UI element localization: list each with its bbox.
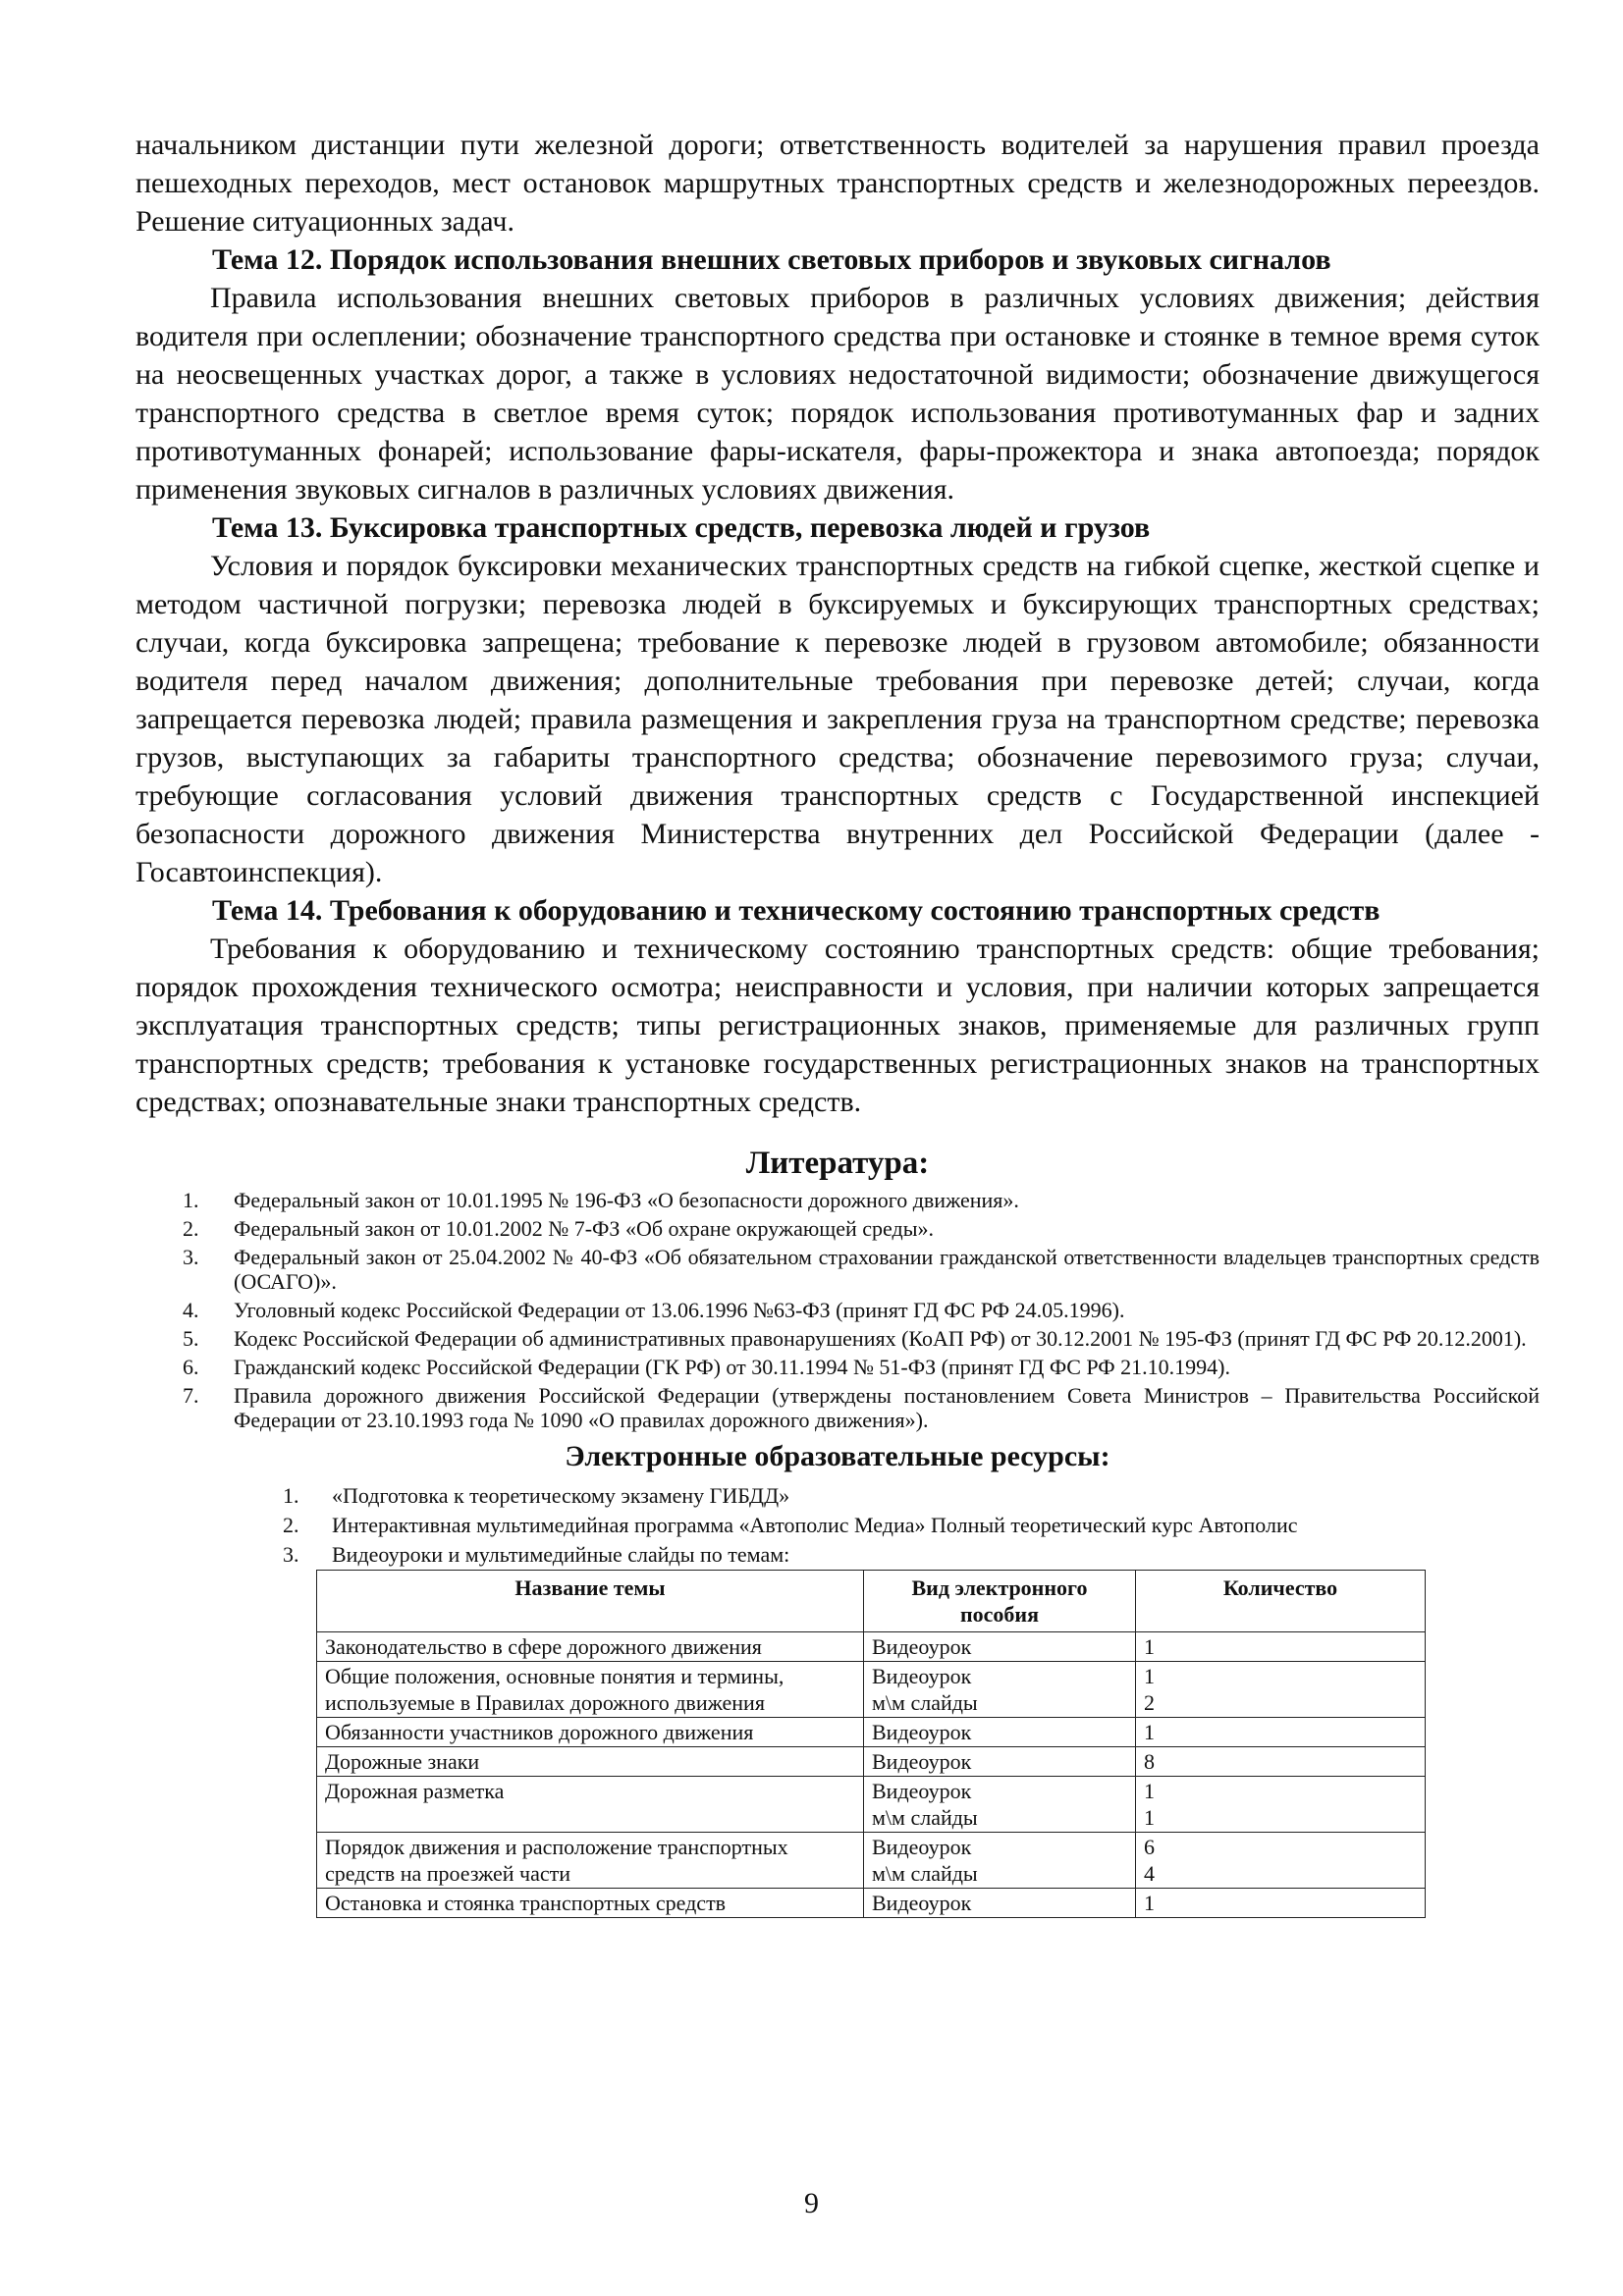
type-line: Видеоурок [872, 1779, 972, 1803]
type-cell [864, 1777, 1136, 1833]
topic-cell: Порядок движения и расположение транспортных средств на проезжей части [317, 1833, 864, 1889]
count-cell [1136, 1632, 1426, 1662]
type-cell [864, 1632, 1136, 1662]
column-header-topic: Название темы [317, 1571, 864, 1632]
table-row [317, 1662, 1426, 1718]
literature-item-number: 5. [183, 1326, 199, 1351]
literature-item-number: 6. [183, 1355, 199, 1379]
type-line: Видеоурок [872, 1749, 972, 1774]
topic-13-heading: Тема 13. Буксировка транспортных средств, перевозка людей и грузов [212, 511, 1151, 544]
type-line: м\м слайды [872, 1805, 978, 1830]
count-line: 4 [1144, 1861, 1155, 1886]
topic-cell: Общие положения, основные понятия и термины, используемые в Правилах дорожного движения [317, 1662, 864, 1718]
table-row [317, 1777, 1426, 1833]
literature-item [135, 1245, 1540, 1294]
page-number: 9 [804, 2187, 819, 2219]
literature-title: Литература: [745, 1146, 930, 1181]
topic-cell: Законодательство в сфере дорожного движения [317, 1632, 864, 1662]
count-line: 1 [1144, 1891, 1155, 1915]
count-line: 1 [1144, 1664, 1155, 1688]
literature-item-number: 1. [183, 1188, 199, 1212]
resources-list [135, 1481, 1540, 1570]
table-header-row [317, 1571, 1426, 1632]
type-cell [864, 1718, 1136, 1747]
literature-item-number: 3. [183, 1245, 199, 1269]
resource-item-number: 2. [283, 1513, 299, 1537]
table-row [317, 1833, 1426, 1889]
type-line: м\м слайды [872, 1861, 978, 1886]
count-line: 1 [1144, 1634, 1155, 1659]
literature-item-text: Федеральный закон от 10.01.1995 № 196-ФЗ «О безопасности дорожного движения». [234, 1188, 1019, 1212]
table-row [317, 1889, 1426, 1918]
resource-item [135, 1540, 1540, 1570]
topic-12-text: Правила использования внешних световых приборов в различных условиях движения; действия водителя при ослеплении; обозначение транспортного средства при остановке и стоянке в темное время суток на неосвещенных участках дорог, а также в условиях недостаточной видимости; обозначение движущегося транспортного средства в светлое время суток; порядок использования противотуманных фар и задних противотуманных фонарей; использование фары-искателя, фары-прожектора и знака автопоезда; порядок применения звуковых сигналов в различных условиях движения. [135, 282, 1540, 506]
literature-item-number: 4. [183, 1298, 199, 1322]
table-row [317, 1632, 1426, 1662]
type-cell [864, 1889, 1136, 1918]
table-body [317, 1632, 1426, 1918]
topic-cell: Дорожная разметка [317, 1777, 864, 1833]
literature-list [135, 1188, 1540, 1432]
type-line: м\м слайды [872, 1690, 978, 1715]
resource-item-number: 1. [283, 1483, 299, 1508]
table-row [317, 1747, 1426, 1777]
literature-item-text: Федеральный закон от 10.01.2002 № 7-ФЗ «Об охране окружающей среды». [234, 1216, 934, 1241]
intro-paragraph: начальником дистанции пути железной дороги; ответственность водителей за нарушения правил проезда пешеходных переходов, мест остановок маршрутных транспортных средств и железнодорожных переездов. Решение ситуационных задач. [135, 129, 1540, 238]
type-line: Видеоурок [872, 1720, 972, 1744]
count-cell [1136, 1889, 1426, 1918]
count-cell [1136, 1662, 1426, 1718]
literature-item [135, 1216, 1540, 1241]
count-line: 1 [1144, 1805, 1155, 1830]
count-cell [1136, 1777, 1426, 1833]
topic-cell: Остановка и стоянка транспортных средств [317, 1889, 864, 1918]
literature-item-text: Кодекс Российской Федерации об административных правонарушениях (КоАП РФ) от 30.12.2001 № 195-ФЗ (принят ГД ФС РФ 20.12.2001). [234, 1326, 1527, 1351]
type-cell [864, 1833, 1136, 1889]
type-line: Видеоурок [872, 1634, 972, 1659]
count-line: 6 [1144, 1835, 1155, 1859]
literature-item-number: 7. [183, 1383, 199, 1408]
topic-cell: Обязанности участников дорожного движения [317, 1718, 864, 1747]
literature-item-number: 2. [183, 1216, 199, 1241]
resource-item-text: «Подготовка к теоретическому экзамену ГИБДД» [332, 1483, 790, 1508]
topic-13-text: Условия и порядок буксировки механических транспортных средств на гибкой сцепке, жесткой сцепке и методом частичной погрузки; перевозка людей в буксируемых и буксирующих транспортных средствах; случаи, когда буксировка запрещена; требование к перевозке людей в грузовом автомобиле; обязанности водителя перед началом движения; дополнительные требования при перевозке детей; случаи, когда запрещается перевозка людей; правила размещения и закрепления груза на транспортном средстве; перевозка грузов, выступающих за габариты транспортного средства; обозначение перевозимого груза; случаи, требующие согласования условий движения транспортных средств с Государственной инспекцией безопасности дорожного движения Министерства внутренних дел Российской Федерации (далее - Госавтоинспекция). [135, 550, 1540, 888]
literature-item-text: Уголовный кодекс Российской Федерации от 13.06.1996 №63-ФЗ (принят ГД ФС РФ 24.05.1996). [234, 1298, 1125, 1322]
count-line: 2 [1144, 1690, 1155, 1715]
count-cell [1136, 1833, 1426, 1889]
topic-12-heading: Тема 12. Порядок использования внешних световых приборов и звуковых сигналов [212, 243, 1331, 276]
type-cell [864, 1747, 1136, 1777]
count-line: 1 [1144, 1720, 1155, 1744]
table-row [317, 1718, 1426, 1747]
count-line: 1 [1144, 1779, 1155, 1803]
literature-item [135, 1188, 1540, 1212]
literature-item-text: Правила дорожного движения Российской Федерации (утверждены постановлением Совета Министров – Правительства Российской Федерации от 23.10.1993 года № 1090 «О правилах дорожного движения»). [234, 1383, 1540, 1432]
column-header-type: Вид электронного пособия [864, 1571, 1136, 1632]
type-cell [864, 1662, 1136, 1718]
column-header-count: Количество [1136, 1571, 1426, 1632]
type-line: Видеоурок [872, 1891, 972, 1915]
resource-item [135, 1481, 1540, 1511]
resource-item-text: Интерактивная мультимедийная программа «Автополис Медиа» Полный теоретический курс Автополис [332, 1513, 1298, 1537]
page-content [135, 126, 1540, 1918]
resources-title: Электронные образовательные ресурсы: [565, 1440, 1110, 1472]
literature-item-text: Федеральный закон от 25.04.2002 № 40-ФЗ «Об обязательном страховании гражданской ответственности владельцев транспортных средств (ОСАГО)». [234, 1245, 1540, 1294]
count-cell [1136, 1718, 1426, 1747]
type-line: Видеоурок [872, 1664, 972, 1688]
resource-item-text: Видеоуроки и мультимедийные слайды по темам: [332, 1542, 790, 1567]
topic-cell: Дорожные знаки [317, 1747, 864, 1777]
literature-item [135, 1383, 1540, 1432]
literature-item [135, 1298, 1540, 1322]
literature-item [135, 1326, 1540, 1351]
resource-item [135, 1511, 1540, 1540]
count-cell [1136, 1747, 1426, 1777]
type-line: Видеоурок [872, 1835, 972, 1859]
topic-14-heading: Тема 14. Требования к оборудованию и техническому состоянию транспортных средств [212, 894, 1380, 927]
video-lessons-table [316, 1570, 1426, 1918]
count-line: 8 [1144, 1749, 1155, 1774]
topic-14-text: Требования к оборудованию и техническому состоянию транспортных средств: общие требования; порядок прохождения технического осмотра; неисправности и условия, при наличии которых запрещается эксплуатация транспортных средств; типы регистрационных знаков, применяемые для различных групп транспортных средств; требования к установке государственных регистрационных знаков на транспортных средствах; опознавательные знаки транспортных средств. [135, 933, 1540, 1118]
resource-item-number: 3. [283, 1542, 299, 1567]
literature-item-text: Гражданский кодекс Российской Федерации (ГК РФ) от 30.11.1994 № 51-ФЗ (принят ГД ФС РФ 21.10.1994). [234, 1355, 1230, 1379]
literature-item [135, 1355, 1540, 1379]
